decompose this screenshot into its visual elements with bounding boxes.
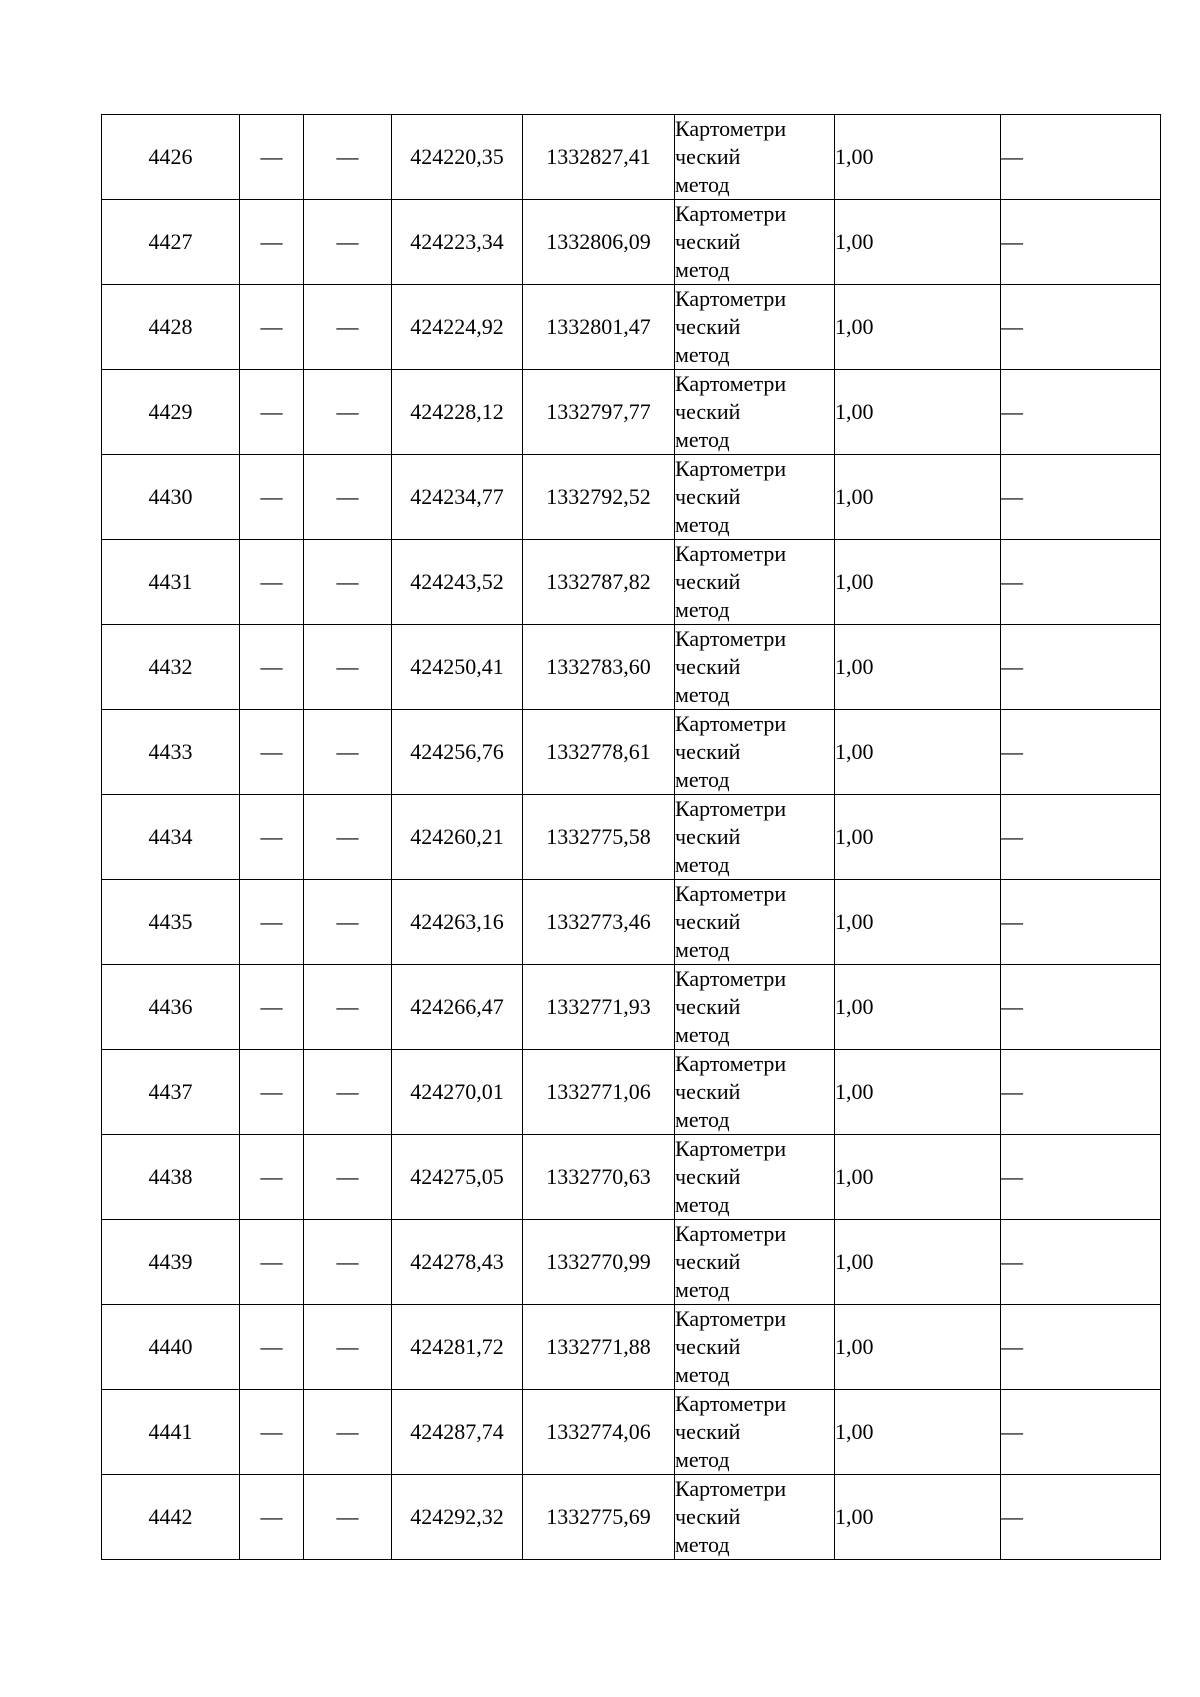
x-coordinate-cell: 424243,52 bbox=[392, 540, 523, 625]
empty-dash-cell: — bbox=[1001, 200, 1161, 285]
x-coordinate-cell: 424224,92 bbox=[392, 285, 523, 370]
accuracy-cell: 1,00 bbox=[835, 115, 1001, 200]
method-line: метод bbox=[675, 597, 730, 622]
accuracy-cell: 1,00 bbox=[835, 1390, 1001, 1475]
x-coordinate-cell: 424287,74 bbox=[392, 1390, 523, 1475]
empty-dash-cell: — bbox=[304, 540, 392, 625]
accuracy-cell: 1,00 bbox=[835, 1475, 1001, 1560]
method-cell bbox=[675, 115, 835, 200]
method-line: ческий bbox=[675, 314, 741, 339]
table-row bbox=[102, 965, 1161, 1050]
accuracy-cell: 1,00 bbox=[835, 1220, 1001, 1305]
point-number-cell: 4439 bbox=[102, 1220, 240, 1305]
table-row bbox=[102, 200, 1161, 285]
point-number-cell: 4435 bbox=[102, 880, 240, 965]
empty-dash-cell: — bbox=[304, 795, 392, 880]
x-coordinate-cell: 424266,47 bbox=[392, 965, 523, 1050]
method-cell bbox=[675, 200, 835, 285]
point-number-cell: 4434 bbox=[102, 795, 240, 880]
accuracy-cell: 1,00 bbox=[835, 625, 1001, 710]
method-line: Картометри bbox=[675, 371, 787, 396]
empty-dash-cell: — bbox=[1001, 710, 1161, 795]
x-coordinate-cell: 424250,41 bbox=[392, 625, 523, 710]
x-coordinate-cell: 424220,35 bbox=[392, 115, 523, 200]
accuracy-cell: 1,00 bbox=[835, 1135, 1001, 1220]
point-number-cell: 4441 bbox=[102, 1390, 240, 1475]
accuracy-cell: 1,00 bbox=[835, 1305, 1001, 1390]
accuracy-cell: 1,00 bbox=[835, 795, 1001, 880]
table-row bbox=[102, 115, 1161, 200]
method-line: Картометри bbox=[675, 1476, 787, 1501]
point-number-cell: 4430 bbox=[102, 455, 240, 540]
method-line: Картометри bbox=[675, 966, 787, 991]
table-row bbox=[102, 370, 1161, 455]
x-coordinate-cell: 424292,32 bbox=[392, 1475, 523, 1560]
method-cell bbox=[675, 1220, 835, 1305]
method-line: метод bbox=[675, 937, 730, 962]
method-line: ческий bbox=[675, 909, 741, 934]
empty-dash-cell: — bbox=[240, 1390, 304, 1475]
accuracy-cell: 1,00 bbox=[835, 200, 1001, 285]
point-number-cell: 4437 bbox=[102, 1050, 240, 1135]
point-number-cell: 4427 bbox=[102, 200, 240, 285]
empty-dash-cell: — bbox=[240, 370, 304, 455]
empty-dash-cell: — bbox=[304, 1475, 392, 1560]
empty-dash-cell: — bbox=[304, 115, 392, 200]
point-number-cell: 4433 bbox=[102, 710, 240, 795]
y-coordinate-cell: 1332797,77 bbox=[523, 370, 675, 455]
x-coordinate-cell: 424275,05 bbox=[392, 1135, 523, 1220]
method-cell bbox=[675, 1390, 835, 1475]
empty-dash-cell: — bbox=[1001, 115, 1161, 200]
method-line: метод bbox=[675, 682, 730, 707]
empty-dash-cell: — bbox=[1001, 625, 1161, 710]
table-row bbox=[102, 1135, 1161, 1220]
method-cell bbox=[675, 455, 835, 540]
table-row bbox=[102, 285, 1161, 370]
empty-dash-cell: — bbox=[1001, 880, 1161, 965]
method-line: ческий bbox=[675, 824, 741, 849]
empty-dash-cell: — bbox=[240, 455, 304, 540]
accuracy-cell: 1,00 bbox=[835, 965, 1001, 1050]
method-line: метод bbox=[675, 427, 730, 452]
y-coordinate-cell: 1332773,46 bbox=[523, 880, 675, 965]
empty-dash-cell: — bbox=[1001, 455, 1161, 540]
empty-dash-cell: — bbox=[304, 965, 392, 1050]
method-line: метод bbox=[675, 767, 730, 792]
empty-dash-cell: — bbox=[240, 795, 304, 880]
empty-dash-cell: — bbox=[304, 1135, 392, 1220]
x-coordinate-cell: 424256,76 bbox=[392, 710, 523, 795]
table-row bbox=[102, 455, 1161, 540]
accuracy-cell: 1,00 bbox=[835, 710, 1001, 795]
empty-dash-cell: — bbox=[1001, 965, 1161, 1050]
table-row bbox=[102, 795, 1161, 880]
table-row bbox=[102, 1305, 1161, 1390]
method-line: метод bbox=[675, 1447, 730, 1472]
empty-dash-cell: — bbox=[304, 1220, 392, 1305]
method-cell bbox=[675, 880, 835, 965]
empty-dash-cell: — bbox=[1001, 1135, 1161, 1220]
empty-dash-cell: — bbox=[240, 1475, 304, 1560]
empty-dash-cell: — bbox=[240, 1305, 304, 1390]
method-cell bbox=[675, 625, 835, 710]
table-row bbox=[102, 625, 1161, 710]
accuracy-cell: 1,00 bbox=[835, 880, 1001, 965]
method-line: метод bbox=[675, 342, 730, 367]
table-body bbox=[102, 115, 1161, 1560]
x-coordinate-cell: 424263,16 bbox=[392, 880, 523, 965]
table-row bbox=[102, 1475, 1161, 1560]
table-row bbox=[102, 1050, 1161, 1135]
accuracy-cell: 1,00 bbox=[835, 540, 1001, 625]
x-coordinate-cell: 424228,12 bbox=[392, 370, 523, 455]
method-line: метод bbox=[675, 1107, 730, 1132]
y-coordinate-cell: 1332771,06 bbox=[523, 1050, 675, 1135]
table-row bbox=[102, 1220, 1161, 1305]
empty-dash-cell: — bbox=[240, 200, 304, 285]
empty-dash-cell: — bbox=[240, 965, 304, 1050]
method-line: Картометри bbox=[675, 796, 787, 821]
method-cell bbox=[675, 1475, 835, 1560]
point-number-cell: 4426 bbox=[102, 115, 240, 200]
method-line: ческий bbox=[675, 654, 741, 679]
method-line: Картометри bbox=[675, 626, 787, 651]
y-coordinate-cell: 1332771,93 bbox=[523, 965, 675, 1050]
method-line: метод bbox=[675, 1362, 730, 1387]
y-coordinate-cell: 1332778,61 bbox=[523, 710, 675, 795]
method-line: ческий bbox=[675, 1249, 741, 1274]
y-coordinate-cell: 1332775,69 bbox=[523, 1475, 675, 1560]
empty-dash-cell: — bbox=[240, 1135, 304, 1220]
point-number-cell: 4428 bbox=[102, 285, 240, 370]
method-line: ческий bbox=[675, 1334, 741, 1359]
empty-dash-cell: — bbox=[1001, 285, 1161, 370]
method-line: ческий bbox=[675, 1164, 741, 1189]
method-line: метод bbox=[675, 172, 730, 197]
empty-dash-cell: — bbox=[1001, 795, 1161, 880]
method-line: Картометри bbox=[675, 116, 787, 141]
empty-dash-cell: — bbox=[304, 285, 392, 370]
empty-dash-cell: — bbox=[304, 880, 392, 965]
x-coordinate-cell: 424223,34 bbox=[392, 200, 523, 285]
empty-dash-cell: — bbox=[240, 1220, 304, 1305]
method-line: ческий bbox=[675, 1079, 741, 1104]
empty-dash-cell: — bbox=[240, 880, 304, 965]
method-line: Картометри bbox=[675, 286, 787, 311]
method-line: ческий bbox=[675, 399, 741, 424]
table-row bbox=[102, 1390, 1161, 1475]
method-line: метод bbox=[675, 512, 730, 537]
method-cell bbox=[675, 795, 835, 880]
x-coordinate-cell: 424281,72 bbox=[392, 1305, 523, 1390]
accuracy-cell: 1,00 bbox=[835, 1050, 1001, 1135]
method-line: Картометри bbox=[675, 1391, 787, 1416]
y-coordinate-cell: 1332770,99 bbox=[523, 1220, 675, 1305]
empty-dash-cell: — bbox=[1001, 1050, 1161, 1135]
method-line: ческий bbox=[675, 994, 741, 1019]
empty-dash-cell: — bbox=[1001, 1390, 1161, 1475]
method-line: ческий bbox=[675, 569, 741, 594]
x-coordinate-cell: 424260,21 bbox=[392, 795, 523, 880]
point-number-cell: 4429 bbox=[102, 370, 240, 455]
empty-dash-cell: — bbox=[240, 285, 304, 370]
method-cell bbox=[675, 1135, 835, 1220]
empty-dash-cell: — bbox=[240, 625, 304, 710]
y-coordinate-cell: 1332774,06 bbox=[523, 1390, 675, 1475]
method-cell bbox=[675, 285, 835, 370]
x-coordinate-cell: 424234,77 bbox=[392, 455, 523, 540]
empty-dash-cell: — bbox=[304, 455, 392, 540]
coordinates-table bbox=[101, 114, 1161, 1560]
method-line: Картометри bbox=[675, 1136, 787, 1161]
method-cell bbox=[675, 370, 835, 455]
method-cell bbox=[675, 1050, 835, 1135]
method-line: ческий bbox=[675, 144, 741, 169]
empty-dash-cell: — bbox=[240, 115, 304, 200]
method-line: ческий bbox=[675, 1419, 741, 1444]
method-line: метод bbox=[675, 1277, 730, 1302]
empty-dash-cell: — bbox=[1001, 1475, 1161, 1560]
method-line: Картометри bbox=[675, 881, 787, 906]
method-line: метод bbox=[675, 852, 730, 877]
y-coordinate-cell: 1332801,47 bbox=[523, 285, 675, 370]
empty-dash-cell: — bbox=[304, 1050, 392, 1135]
point-number-cell: 4440 bbox=[102, 1305, 240, 1390]
point-number-cell: 4438 bbox=[102, 1135, 240, 1220]
empty-dash-cell: — bbox=[1001, 1220, 1161, 1305]
y-coordinate-cell: 1332792,52 bbox=[523, 455, 675, 540]
empty-dash-cell: — bbox=[304, 625, 392, 710]
empty-dash-cell: — bbox=[240, 1050, 304, 1135]
empty-dash-cell: — bbox=[1001, 370, 1161, 455]
y-coordinate-cell: 1332771,88 bbox=[523, 1305, 675, 1390]
method-line: Картометри bbox=[675, 456, 787, 481]
accuracy-cell: 1,00 bbox=[835, 370, 1001, 455]
method-line: Картометри bbox=[675, 201, 787, 226]
point-number-cell: 4431 bbox=[102, 540, 240, 625]
empty-dash-cell: — bbox=[304, 370, 392, 455]
empty-dash-cell: — bbox=[304, 200, 392, 285]
method-line: метод bbox=[675, 1192, 730, 1217]
empty-dash-cell: — bbox=[304, 1305, 392, 1390]
method-line: ческий bbox=[675, 229, 741, 254]
method-cell bbox=[675, 710, 835, 795]
method-line: метод bbox=[675, 1022, 730, 1047]
method-line: Картометри bbox=[675, 1051, 787, 1076]
point-number-cell: 4442 bbox=[102, 1475, 240, 1560]
method-cell bbox=[675, 965, 835, 1050]
empty-dash-cell: — bbox=[1001, 540, 1161, 625]
method-line: ческий bbox=[675, 484, 741, 509]
point-number-cell: 4436 bbox=[102, 965, 240, 1050]
empty-dash-cell: — bbox=[304, 710, 392, 795]
method-line: метод bbox=[675, 257, 730, 282]
method-line: ческий bbox=[675, 1504, 741, 1529]
table-row bbox=[102, 710, 1161, 795]
y-coordinate-cell: 1332770,63 bbox=[523, 1135, 675, 1220]
point-number-cell: 4432 bbox=[102, 625, 240, 710]
method-line: метод bbox=[675, 1532, 730, 1557]
method-line: Картометри bbox=[675, 711, 787, 736]
method-line: ческий bbox=[675, 739, 741, 764]
method-line: Картометри bbox=[675, 1221, 787, 1246]
table-row bbox=[102, 880, 1161, 965]
accuracy-cell: 1,00 bbox=[835, 285, 1001, 370]
y-coordinate-cell: 1332783,60 bbox=[523, 625, 675, 710]
accuracy-cell: 1,00 bbox=[835, 455, 1001, 540]
table-row bbox=[102, 540, 1161, 625]
method-line: Картометри bbox=[675, 541, 787, 566]
x-coordinate-cell: 424270,01 bbox=[392, 1050, 523, 1135]
empty-dash-cell: — bbox=[1001, 1305, 1161, 1390]
empty-dash-cell: — bbox=[304, 1390, 392, 1475]
method-line: Картометри bbox=[675, 1306, 787, 1331]
empty-dash-cell: — bbox=[240, 540, 304, 625]
empty-dash-cell: — bbox=[240, 710, 304, 795]
x-coordinate-cell: 424278,43 bbox=[392, 1220, 523, 1305]
y-coordinate-cell: 1332806,09 bbox=[523, 200, 675, 285]
method-cell bbox=[675, 540, 835, 625]
y-coordinate-cell: 1332827,41 bbox=[523, 115, 675, 200]
y-coordinate-cell: 1332775,58 bbox=[523, 795, 675, 880]
method-cell bbox=[675, 1305, 835, 1390]
y-coordinate-cell: 1332787,82 bbox=[523, 540, 675, 625]
